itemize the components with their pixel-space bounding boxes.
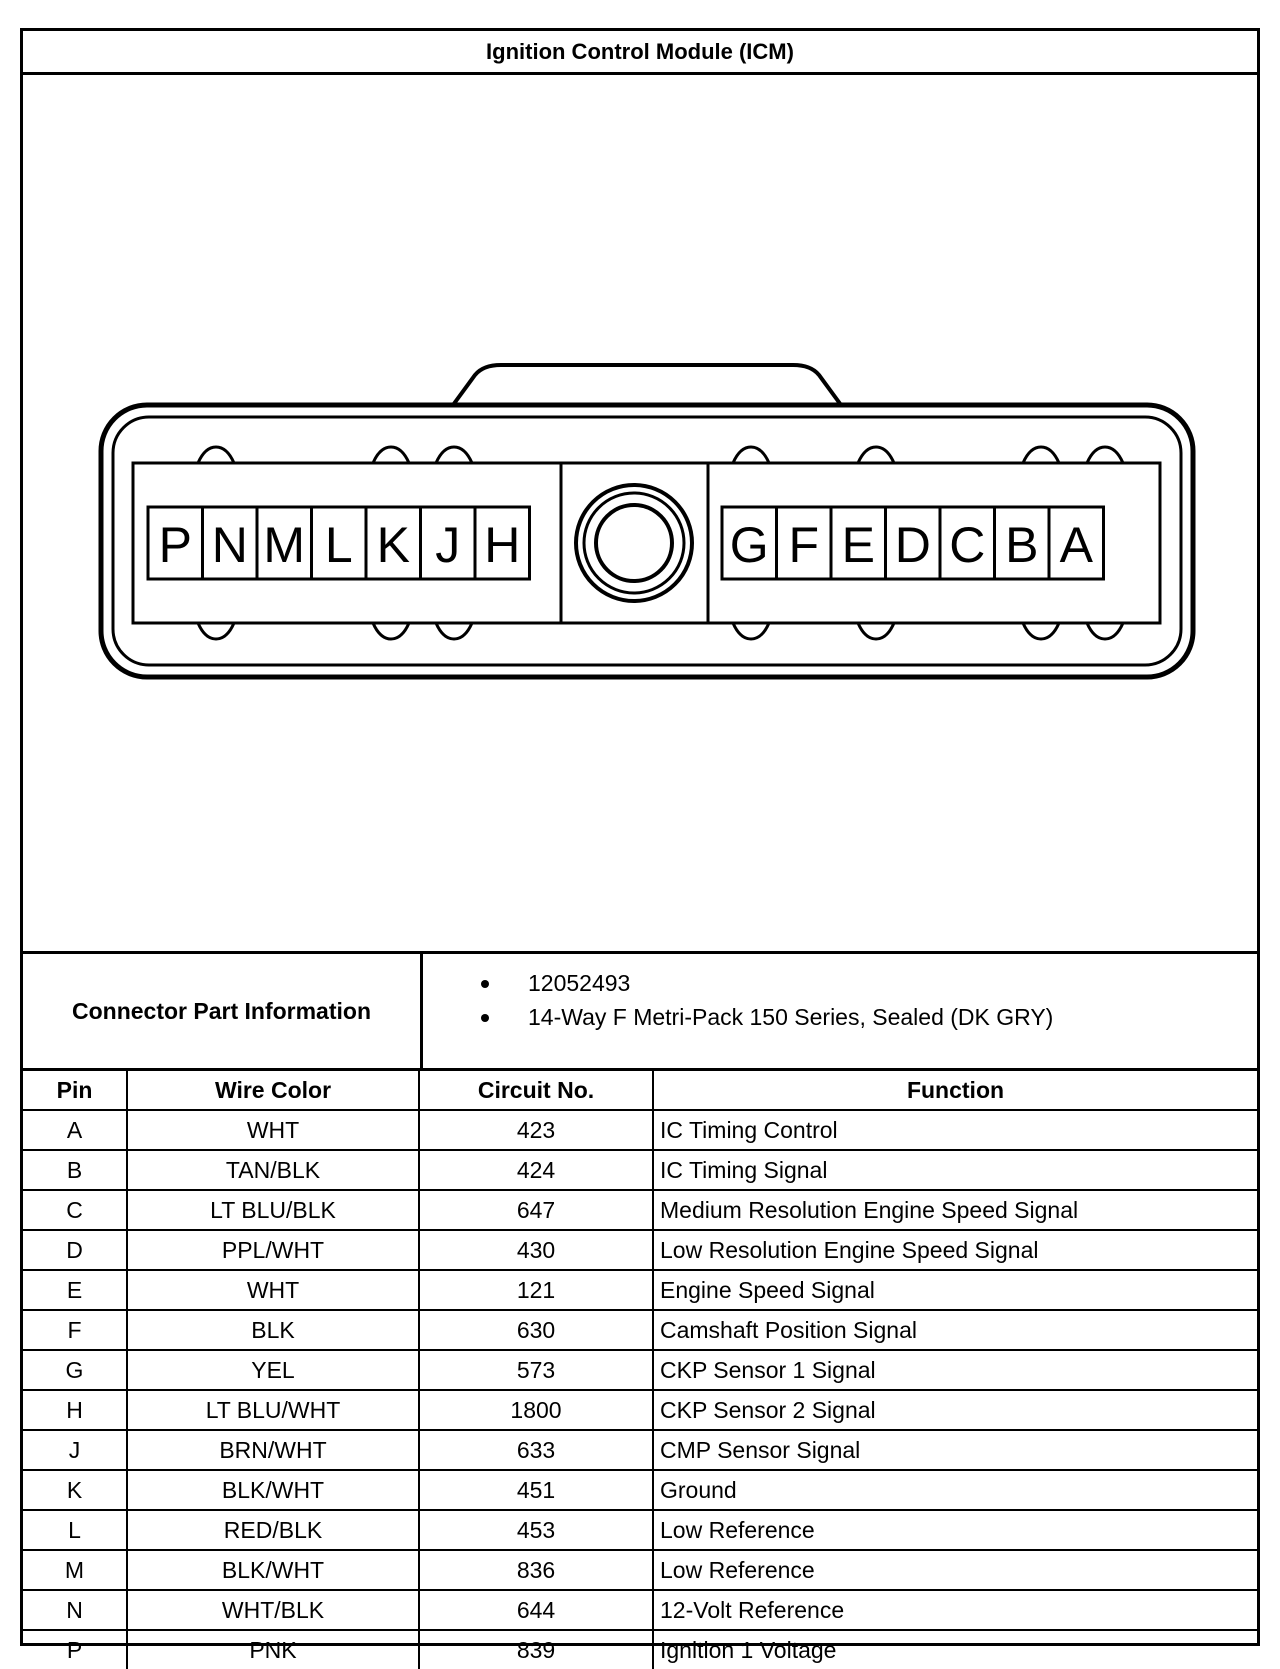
table-row — [23, 1630, 1257, 1669]
pin-label: E — [841, 517, 875, 573]
table-row — [23, 1510, 1257, 1550]
cell-circuit-no: 839 — [419, 1630, 653, 1669]
pin-label: K — [376, 517, 410, 573]
cell-wire-color: LT BLU/WHT — [127, 1390, 419, 1430]
cell-function: Low Reference — [653, 1510, 1257, 1550]
part-number: 12052493 — [423, 966, 1257, 1000]
part-info-list — [423, 954, 1257, 1080]
pin-label: N — [211, 517, 248, 573]
cell-wire-color: TAN/BLK — [127, 1150, 419, 1190]
table-row — [23, 1390, 1257, 1430]
cell-function: CKP Sensor 2 Signal — [653, 1390, 1257, 1430]
table-row — [23, 1190, 1257, 1230]
cell-wire-color: YEL — [127, 1350, 419, 1390]
cell-circuit-no: 647 — [419, 1190, 653, 1230]
table-row — [23, 1310, 1257, 1350]
header-wire-color: Wire Color — [127, 1071, 419, 1110]
cell-wire-color: WHT — [127, 1110, 419, 1150]
cell-wire-color: RED/BLK — [127, 1510, 419, 1550]
pin-label: M — [263, 517, 306, 573]
cell-circuit-no: 1800 — [419, 1390, 653, 1430]
cell-pin: N — [23, 1590, 127, 1630]
cell-wire-color: BLK/WHT — [127, 1470, 419, 1510]
cell-function: 12-Volt Reference — [653, 1590, 1257, 1630]
connector-sheet — [20, 28, 1260, 1663]
cell-function: Low Resolution Engine Speed Signal — [653, 1230, 1257, 1270]
cell-pin: E — [23, 1270, 127, 1310]
cell-pin: G — [23, 1350, 127, 1390]
cell-pin: H — [23, 1390, 127, 1430]
connector-face-drawing — [23, 75, 1257, 951]
cell-circuit-no: 633 — [419, 1430, 653, 1470]
cell-function: IC Timing Signal — [653, 1150, 1257, 1190]
left-pin-row — [148, 507, 530, 579]
pin-label: L — [324, 517, 353, 573]
cell-function: Ignition 1 Voltage — [653, 1630, 1257, 1669]
connector-part-information — [23, 951, 1257, 1071]
cell-pin: L — [23, 1510, 127, 1550]
cell-function: Ground — [653, 1470, 1257, 1510]
cell-wire-color: BRN/WHT — [127, 1430, 419, 1470]
cell-pin: A — [23, 1110, 127, 1150]
cell-circuit-no: 121 — [419, 1270, 653, 1310]
connector-diagram — [23, 75, 1257, 951]
pin-label: F — [788, 517, 820, 573]
table-row — [23, 1350, 1257, 1390]
pin-label: C — [949, 517, 986, 573]
table-header-row — [23, 1071, 1257, 1110]
pin-label: P — [158, 517, 192, 573]
pin-label: B — [1005, 517, 1039, 573]
cell-circuit-no: 573 — [419, 1350, 653, 1390]
cell-wire-color: LT BLU/BLK — [127, 1190, 419, 1230]
cell-pin: K — [23, 1470, 127, 1510]
cell-pin: C — [23, 1190, 127, 1230]
part-info-label: Connector Part Information — [23, 954, 423, 1068]
cell-wire-color: WHT — [127, 1270, 419, 1310]
cell-pin: B — [23, 1150, 127, 1190]
cell-pin: P — [23, 1630, 127, 1669]
right-pin-row — [722, 507, 1104, 579]
cell-wire-color: BLK — [127, 1310, 419, 1350]
table-row — [23, 1470, 1257, 1510]
cell-function: Medium Resolution Engine Speed Signal — [653, 1190, 1257, 1230]
pin-label: J — [435, 517, 461, 573]
cell-wire-color: WHT/BLK — [127, 1590, 419, 1630]
cell-circuit-no: 453 — [419, 1510, 653, 1550]
cell-circuit-no: 451 — [419, 1470, 653, 1510]
pin-label: H — [484, 517, 521, 573]
cell-wire-color: PNK — [127, 1630, 419, 1669]
cell-pin: J — [23, 1430, 127, 1470]
table-row — [23, 1230, 1257, 1270]
cell-function: CKP Sensor 1 Signal — [653, 1350, 1257, 1390]
header-circuit-no: Circuit No. — [419, 1071, 653, 1110]
table-row — [23, 1430, 1257, 1470]
cell-function: Engine Speed Signal — [653, 1270, 1257, 1310]
cell-circuit-no: 630 — [419, 1310, 653, 1350]
cell-pin: M — [23, 1550, 127, 1590]
table-row — [23, 1150, 1257, 1190]
cell-wire-color: BLK/WHT — [127, 1550, 419, 1590]
cell-function: Low Reference — [653, 1550, 1257, 1590]
header-function: Function — [653, 1071, 1257, 1110]
cell-circuit-no: 644 — [419, 1590, 653, 1630]
cell-function: Camshaft Position Signal — [653, 1310, 1257, 1350]
pinout-table — [23, 1071, 1257, 1669]
cell-function: CMP Sensor Signal — [653, 1430, 1257, 1470]
cell-circuit-no: 836 — [419, 1550, 653, 1590]
cell-function: IC Timing Control — [653, 1110, 1257, 1150]
table-row — [23, 1270, 1257, 1310]
table-row — [23, 1590, 1257, 1630]
cell-circuit-no: 430 — [419, 1230, 653, 1270]
table-row — [23, 1110, 1257, 1150]
page-title: Ignition Control Module (ICM) — [23, 31, 1257, 75]
cell-circuit-no: 423 — [419, 1110, 653, 1150]
pin-label: G — [729, 517, 769, 573]
cell-wire-color: PPL/WHT — [127, 1230, 419, 1270]
cell-pin: D — [23, 1230, 127, 1270]
part-description: 14-Way F Metri-Pack 150 Series, Sealed (DK GRY) — [423, 1000, 1257, 1034]
cell-circuit-no: 424 — [419, 1150, 653, 1190]
table-row — [23, 1550, 1257, 1590]
cell-pin: F — [23, 1310, 127, 1350]
pin-label: D — [894, 517, 931, 573]
pin-label: A — [1059, 517, 1093, 573]
header-pin: Pin — [23, 1071, 127, 1110]
